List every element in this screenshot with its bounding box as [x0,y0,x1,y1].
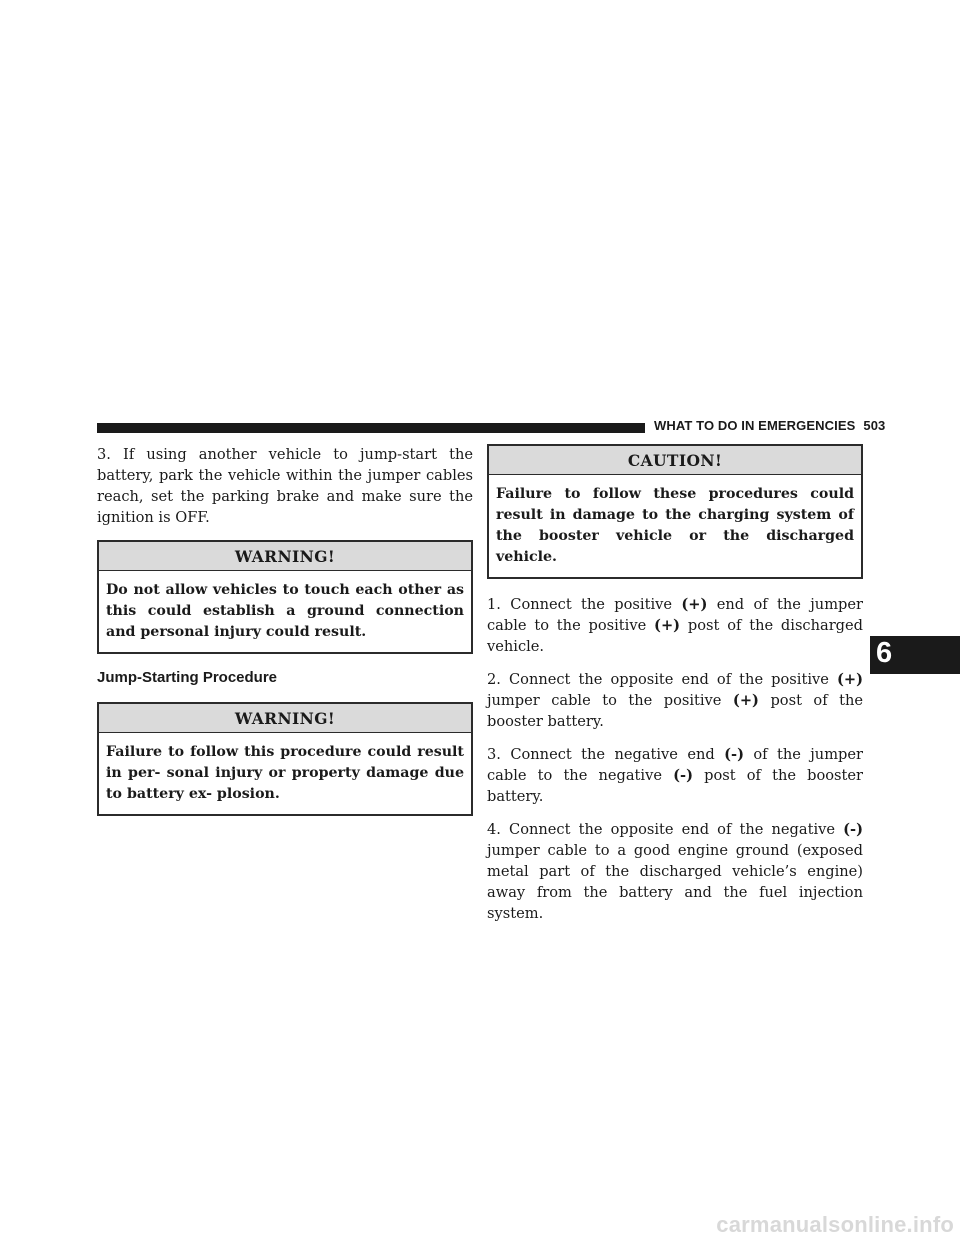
step-4-paragraph [487,819,863,924]
warning-title: WARNING! [99,704,471,733]
left-column [97,444,473,831]
header-rule [97,423,645,433]
step-text: 3. Connect the negative end [487,746,725,763]
step-1-paragraph [487,594,863,657]
step-text: of the jumper cable to the negative [487,746,864,784]
polarity-symbol: (+) [836,671,863,688]
step-text: end of the jumper cable to the positive [487,596,863,634]
step-3-paragraph [487,744,863,807]
section-title: WHAT TO DO IN EMERGENCIES [654,418,856,433]
section-heading: Jump-Starting Procedure [97,669,278,686]
warning-text: Do not allow vehicles to touch each other as this could establish a ground connection and personal injury could result. [106,582,464,640]
running-header [654,418,885,433]
caution-box [487,444,863,579]
step-text: post of the booster battery. [487,767,863,805]
step-text: jumper cable to a good engine ground (exposed metal part of the discharged vehicle’s engine) away from the battery and the fuel injection system. [487,842,863,922]
step-text: jumper cable to the positive [487,692,733,709]
polarity-symbol: (+) [732,692,759,709]
step-text: 1. Connect the positive [487,596,682,613]
step-text: 4. Connect the opposite end of the negative [487,821,844,838]
chapter-number: 6 [876,637,893,669]
caution-title: CAUTION! [489,446,861,475]
warning-text: Failure to follow this procedure could result in per- sonal injury or property damage due to battery ex- plosion. [106,744,464,802]
step-text: post of the discharged vehicle. [487,617,863,655]
right-column [487,444,863,936]
warning-box-vehicles-touch [97,540,473,654]
polarity-symbol: (-) [724,746,744,763]
warning-title: WARNING! [99,542,471,571]
step-3-paragraph: 3. If using another vehicle to jump-start the battery, park the vehicle within the jumper cables reach, set the parking brake and make sure the ignition is OFF. [97,446,473,526]
step-text: post of the booster battery. [487,692,863,730]
step-text: 2. Connect the opposite end of the positive [487,671,837,688]
polarity-symbol: (-) [843,821,863,838]
watermark: carmanualsonline.info [716,1212,954,1237]
polarity-symbol: (-) [673,767,693,784]
warning-box-explosion [97,702,473,816]
polarity-symbol: (+) [654,617,681,634]
polarity-symbol: (+) [681,596,708,613]
page-number: 503 [863,418,886,433]
caution-text: Failure to follow these procedures could result in damage to the charging system of the booster vehicle or the discharged vehicle. [496,486,854,565]
chapter-tab [870,636,960,674]
step-2-paragraph [487,669,863,732]
